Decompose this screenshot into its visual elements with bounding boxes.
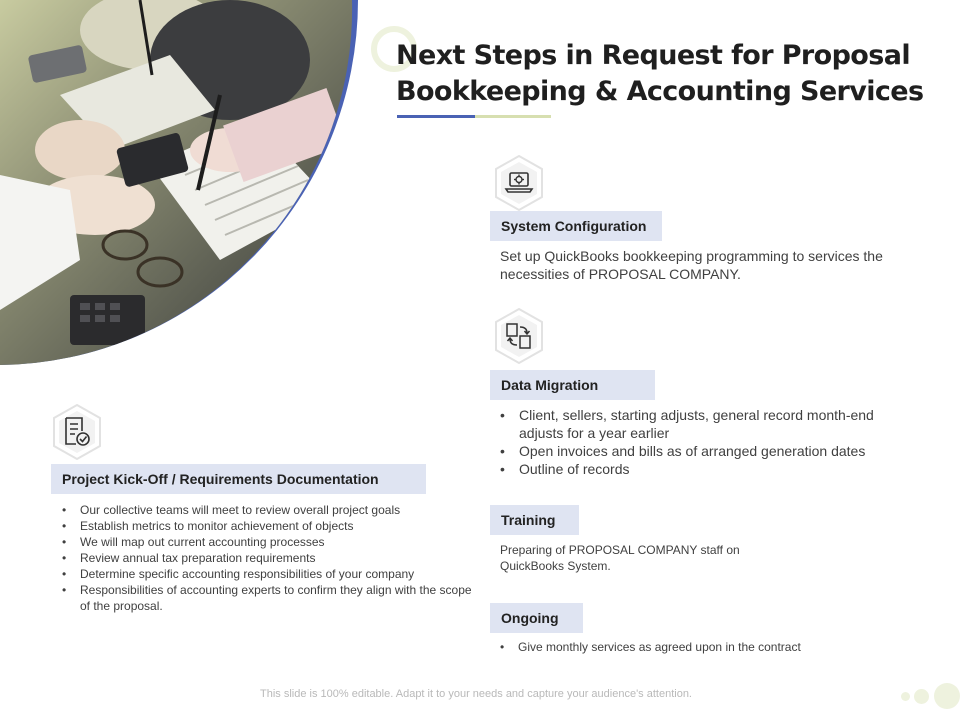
list-item: • Review annual tax preparation requirements <box>62 550 482 566</box>
training-label: Training <box>490 505 579 535</box>
kickoff-list <box>62 502 482 614</box>
list-item: • Our collective teams will meet to review overall project goals <box>62 502 482 518</box>
list-item: • Responsibilities of accounting experts to confirm they align with the scope of the proposal. <box>62 582 482 614</box>
list-item: • Client, sellers, starting adjusts, general record month-end adjusts for a year earlier <box>500 406 910 442</box>
training-text: Preparing of PROPOSAL COMPANY staff on QuickBooks System. <box>500 543 740 573</box>
title-underline-lime <box>475 115 551 118</box>
title-underline-blue <box>397 115 475 118</box>
decor-dot-medium <box>914 689 929 704</box>
ongoing-label: Ongoing <box>490 603 583 633</box>
data-transfer-icon <box>490 307 548 365</box>
list-item: • We will map out current accounting processes <box>62 534 482 550</box>
data-migration-label: Data Migration <box>490 370 655 400</box>
footer-note: This slide is 100% editable. Adapt it to your needs and capture your audience's attention. <box>260 688 692 700</box>
page-title: Next Steps in Request for Proposal Bookkeeping & Accounting Services <box>396 40 924 107</box>
ongoing-list <box>500 639 910 655</box>
decor-dot-large <box>934 683 960 709</box>
list-item: • Establish metrics to monitor achievement of objects <box>62 518 482 534</box>
data-migration-list <box>500 406 910 478</box>
decor-dot-small <box>901 692 910 701</box>
system-configuration-label: System Configuration <box>490 211 662 241</box>
list-item: • Open invoices and bills as of arranged generation dates <box>500 442 910 460</box>
kickoff-label: Project Kick-Off / Requirements Documentation <box>51 464 426 494</box>
checklist-document-icon <box>48 403 106 461</box>
list-item: • Outline of records <box>500 460 910 478</box>
system-configuration-text: Set up QuickBooks bookkeeping programming to services the necessities of PROPOSAL COMPANY. <box>500 248 883 282</box>
header-photo <box>0 0 360 365</box>
list-item: • Give monthly services as agreed upon in the contract <box>500 639 910 655</box>
laptop-gear-icon <box>490 154 548 212</box>
list-item: • Determine specific accounting responsibilities of your company <box>62 566 482 582</box>
